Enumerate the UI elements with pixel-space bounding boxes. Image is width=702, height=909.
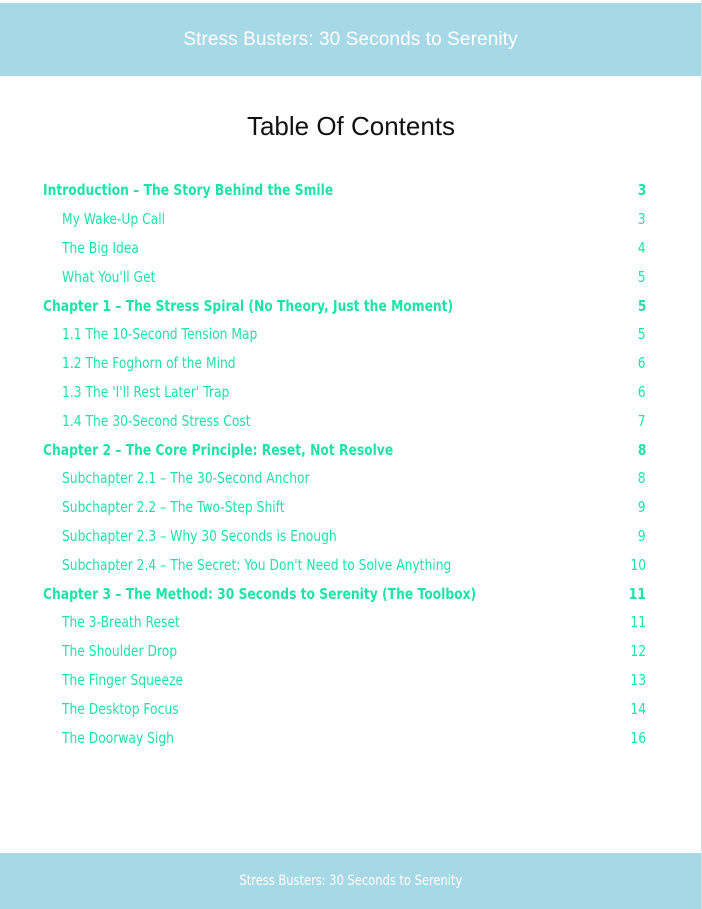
toc-section-entry[interactable] (43, 378, 646, 407)
toc-section-entry[interactable] (43, 234, 646, 263)
toc-section-entry[interactable] (43, 637, 646, 666)
toc-page-number[interactable]: 12 (630, 642, 646, 661)
toc-page-number[interactable]: 13 (630, 670, 646, 689)
toc-page-number[interactable]: 11 (630, 613, 646, 632)
toc-page-number[interactable]: 8 (638, 469, 646, 488)
toc-section-entry[interactable] (43, 205, 646, 234)
toc-entry-label[interactable]: Chapter 2 – The Core Principle: Reset, Not Resolve (43, 440, 394, 459)
toc-page-number[interactable]: 10 (630, 555, 646, 574)
toc-page-number[interactable]: 11 (628, 584, 646, 603)
toc-entry-label[interactable]: Subchapter 2.1 – The 30-Second Anchor (62, 469, 310, 488)
toc-page-number[interactable]: 3 (637, 181, 646, 200)
toc-page-number[interactable]: 8 (637, 440, 646, 459)
toc-entry-label[interactable]: 1.3 The 'I'll Rest Later' Trap (62, 382, 230, 401)
toc-section-entry[interactable] (43, 464, 646, 493)
toc-page-number[interactable]: 7 (638, 411, 646, 430)
toc-section-entry[interactable] (43, 320, 646, 349)
toc-page-number[interactable]: 5 (637, 296, 646, 315)
table-of-contents (43, 176, 646, 752)
toc-entry-label[interactable]: Subchapter 2.2 – The Two-Step Shift (62, 498, 285, 517)
toc-section-entry[interactable] (43, 608, 646, 637)
toc-entry-label[interactable]: 1.1 The 10-Second Tension Map (62, 325, 258, 344)
toc-page-number[interactable]: 5 (638, 267, 646, 286)
toc-entry-label[interactable]: Subchapter 2.3 – Why 30 Seconds is Enough (62, 526, 337, 545)
toc-entry-label[interactable]: Chapter 3 – The Method: 30 Seconds to Serenity (The Toolbox) (43, 584, 477, 603)
toc-entry-label[interactable]: Introduction – The Story Behind the Smile (43, 181, 334, 200)
header-title: Stress Busters: 30 Seconds to Serenity (183, 28, 518, 50)
toc-entry-label[interactable]: Chapter 1 – The Stress Spiral (No Theory, Just the Moment) (43, 296, 454, 315)
toc-entry-label[interactable]: The Shoulder Drop (62, 642, 178, 661)
toc-entry-label[interactable]: The Big Idea (62, 238, 139, 257)
toc-chapter-entry[interactable] (43, 176, 646, 205)
toc-chapter-entry[interactable] (43, 579, 646, 608)
toc-entry-label[interactable]: What You'll Get (62, 267, 156, 286)
toc-page-number[interactable]: 4 (638, 238, 646, 257)
toc-section-entry[interactable] (43, 666, 646, 695)
toc-page-number[interactable]: 9 (638, 498, 646, 517)
toc-page-number[interactable]: 6 (638, 382, 646, 401)
toc-page-number[interactable]: 6 (638, 354, 646, 373)
toc-section-entry[interactable] (43, 694, 646, 723)
toc-page-number[interactable]: 9 (638, 526, 646, 545)
toc-section-entry[interactable] (43, 262, 646, 291)
toc-entry-label[interactable]: The Finger Squeeze (62, 670, 184, 689)
page-footer (0, 853, 701, 909)
toc-page-number[interactable]: 3 (638, 210, 646, 229)
toc-entry-label[interactable]: 1.4 The 30-Second Stress Cost (62, 411, 251, 430)
toc-entry-label[interactable]: The Doorway Sigh (62, 728, 174, 747)
toc-section-entry[interactable] (43, 493, 646, 522)
toc-section-entry[interactable] (43, 349, 646, 378)
toc-entry-label[interactable]: 1.2 The Foghorn of the Mind (62, 354, 236, 373)
toc-page-number[interactable]: 16 (630, 728, 646, 747)
toc-section-entry[interactable] (43, 406, 646, 435)
toc-entry-label[interactable]: Subchapter 2.4 – The Secret: You Don't Need to Solve Anything (62, 555, 452, 574)
page-header (0, 3, 701, 76)
toc-chapter-entry[interactable] (43, 435, 646, 464)
toc-section-entry[interactable] (43, 550, 646, 579)
toc-page-number[interactable]: 5 (638, 325, 646, 344)
footer-title: Stress Busters: 30 Seconds to Serenity (239, 873, 462, 889)
toc-chapter-entry[interactable] (43, 291, 646, 320)
toc-entry-label[interactable]: My Wake-Up Call (62, 210, 166, 229)
toc-section-entry[interactable] (43, 522, 646, 551)
toc-entry-label[interactable]: The 3-Breath Reset (62, 613, 180, 632)
toc-section-entry[interactable] (43, 723, 646, 752)
toc-page-number[interactable]: 14 (630, 699, 646, 718)
toc-entry-label[interactable]: The Desktop Focus (62, 699, 179, 718)
toc-title: Table Of Contents (246, 111, 456, 141)
